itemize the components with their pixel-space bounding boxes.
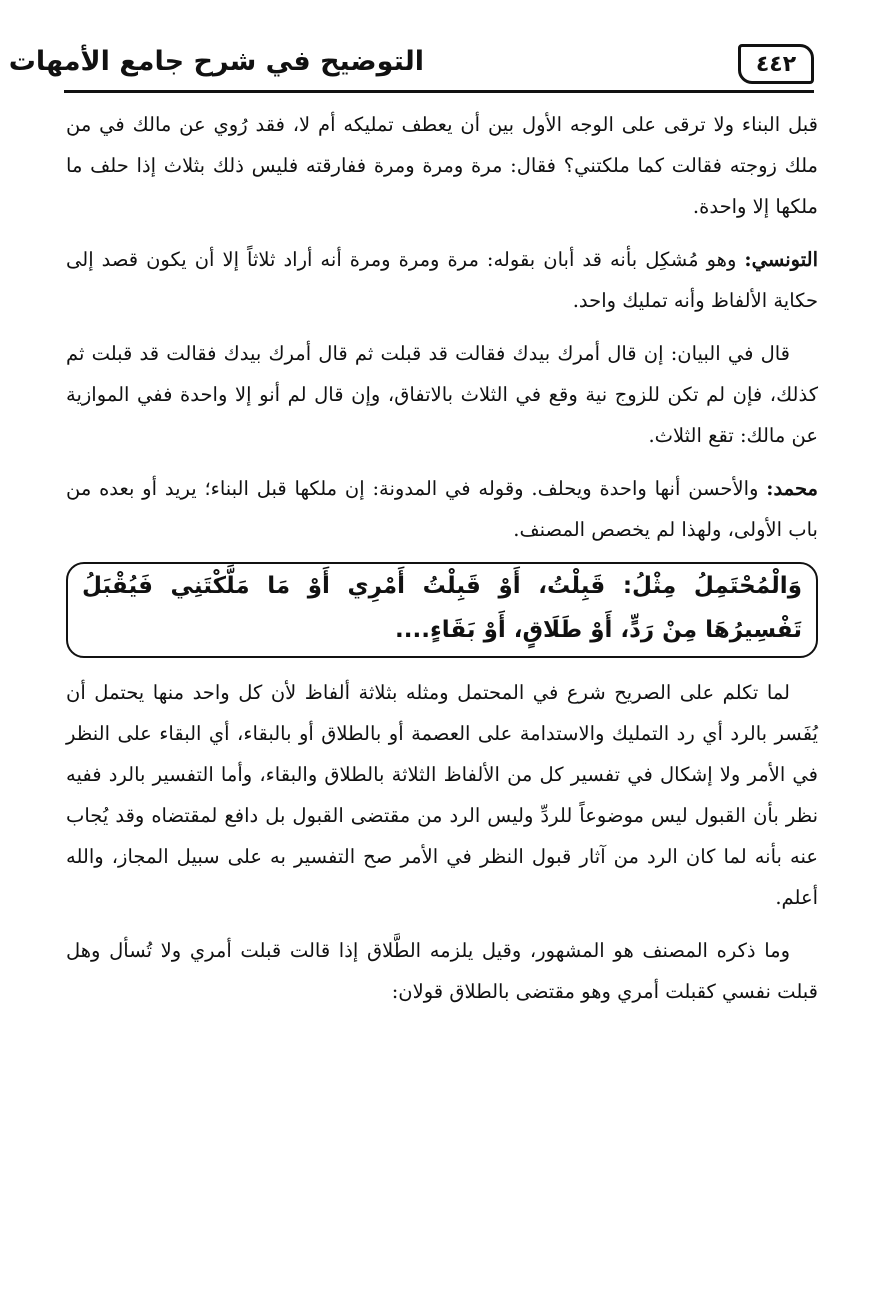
paragraph-text: والأحسن أنها واحدة ويحلف. وقوله في المدونة: إن ملكها قبل البناء؛ يريد أو بعده من باب الأولى، ولهذا لم يخصص المصنف. <box>66 477 818 541</box>
paragraph-1 <box>66 104 818 227</box>
page-header <box>8 40 814 96</box>
running-title: التوضيح في شرح جامع الأمهات <box>8 46 424 77</box>
speaker-term-muhammad: محمد: <box>766 477 818 500</box>
paragraph-5 <box>66 672 818 918</box>
paragraph-text: وهو مُشكِل بأنه قد أبان بقوله: مرة ومرة ومرة أنه أراد ثلاثاً إلا أن يكون قصد إلى حكاية الألفاظ وأنه تمليك واحد. <box>66 248 818 312</box>
paragraph-2 <box>66 239 818 321</box>
matn-quote-text: وَالْمُحْتَمِلُ مِثْلُ: قَبِلْتُ، أَوْ قَبِلْتُ أَمْرِي أَوْ مَا مَلَّكْتَنِي فَيُقْبَلُ تَفْسِيرُهَا مِنْ رَدٍّ، أَوْ طَلَاقٍ، أَوْ بَقَاءٍ.... <box>82 573 802 643</box>
paragraph-text: لما تكلم على الصريح شرع في المحتمل ومثله بثلاثة ألفاظ لأن كل واحد منها يحتمل أن يُفَسر بالرد أي رد التمليك والاستدامة على العصمة أو بالطلاق أو بالبقاء، أي البقاء على النظر في الأمر ولا إشكال في تفسير كل من الألفاظ الثلاثة بالطلاق والبقاء، وأما التفسير بالرد ففيه نظر بأن القبول ليس موضوعاً للردِّ وليس الرد من مقتضى القبول بل دافع لمقتضاه وقد يُجاب عنه بأنه لما كان الرد من آثار قبول النظر في الأمر صح التفسير به على سبيل المجاز، والله أعلم. <box>66 681 818 909</box>
speaker-term-tunisi: التونسي: <box>744 248 818 271</box>
paragraph-4 <box>66 468 818 550</box>
header-rule <box>64 90 814 93</box>
paragraph-3 <box>66 333 818 456</box>
matn-quote-box <box>66 562 818 658</box>
paragraph-text: قبل البناء ولا ترقى على الوجه الأول بين أن يعطف تمليكه أم لا، فقد رُوي عن مالك في من ملك زوجته فقالت كما ملكتني؟ فقال: مرة ومرة ومرة ففارقته فليس ذلك بثلاث إذا حلف ما ملكها إلا واحدة. <box>66 113 818 218</box>
paragraph-6 <box>66 930 818 1012</box>
page-number: ٤٤٢ <box>738 44 814 84</box>
paragraph-text: قال في البيان: إن قال أمرك بيدك فقالت قد قبلت ثم قال أمرك بيدك فقالت قد قبلت ثم كذلك، فإن لم تكن للزوج نية وقع في الثلاث بالاتفاق، وإن قال لم أنو إلا واحدة ففي الموازية عن مالك: تقع الثلاث. <box>66 342 818 447</box>
page-body <box>66 104 818 1024</box>
paragraph-text: وما ذكره المصنف هو المشهور، وقيل يلزمه الطَّلاق إذا قالت قبلت أمري ولا تُسأل وهل قبلت نفسي كقبلت أمري وهو مقتضى بالطلاق قولان: <box>66 939 818 1003</box>
